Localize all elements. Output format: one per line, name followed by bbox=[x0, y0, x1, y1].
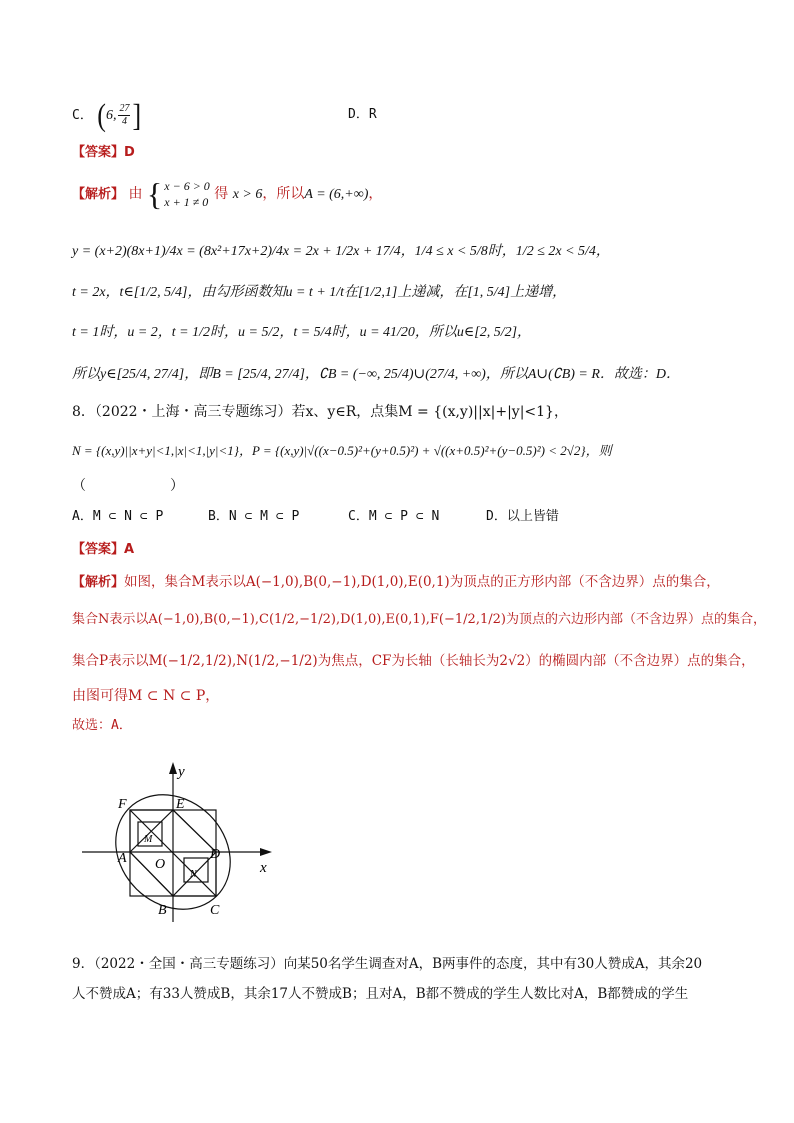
label-y: y bbox=[178, 764, 185, 780]
q8-analysis-text: 如图，集合M表示以A(−1,0),B(0,−1),D(1,0),E(0,1)为顶点的正方形内部（不含边界）点的集合， bbox=[124, 574, 720, 590]
q8-analysis-line-5: 故选：A． bbox=[72, 718, 132, 733]
q7-math: A = (6,+∞) bbox=[304, 187, 369, 203]
label-d: D bbox=[210, 847, 221, 862]
label-n: N bbox=[190, 869, 197, 880]
q7-analysis-line-5: 所以y∈[25/4, 27/4]，即B = [25/4, 27/4]，∁B = (−∞, 25/4)∪(27/4, +∞)，所以A∪(∁B) = R．故选：D． bbox=[72, 367, 681, 382]
q7-analysis-text: 由 bbox=[128, 186, 143, 203]
q8-analysis-line-1 bbox=[72, 574, 720, 591]
q7-analysis-text: ， bbox=[368, 186, 383, 203]
q8-analysis-tag: 【解析】 bbox=[72, 575, 125, 590]
y-axis-arrow bbox=[169, 762, 177, 774]
q7-math: x > 6 bbox=[232, 187, 263, 203]
q7-analysis-tag: 【解析】 bbox=[72, 187, 125, 203]
q7-option-c-label: C． bbox=[72, 107, 93, 123]
q9-line-2: 人不赞成A；有33人赞成B，其余17人不赞成B；且对A，B都不赞成的学生人数比对A，B都赞成的学生 bbox=[72, 986, 689, 1002]
q7-analysis-line-2: y = (x+2)(8x+1)/4x = (8x²+17x+2)/4x = 2x + 1/2x + 17/4，1/4 ≤ x < 5/8时，1/2 ≤ 2x < 5/4， bbox=[72, 244, 610, 259]
q7-inequality-system: { x − 6 > 0 x + 1 ≠ 0 bbox=[146, 176, 210, 213]
q8-figure bbox=[78, 762, 278, 932]
label-a: A bbox=[118, 851, 127, 866]
label-x: x bbox=[260, 860, 267, 876]
q8-answer: 【答案】A bbox=[72, 542, 135, 557]
label-b: B bbox=[158, 903, 167, 918]
label-e: E bbox=[176, 797, 185, 812]
q7-analysis-text: 得 bbox=[214, 186, 229, 203]
q8-analysis-line-4: 由图可得M ⊂ N ⊂ P， bbox=[72, 688, 220, 704]
q8-option-b: B．N ⊂ M ⊂ P bbox=[208, 509, 300, 524]
q8-paren: （ ） bbox=[72, 478, 184, 494]
q8-analysis-line-3: 集合P表示以M(−1/2,1/2),N(1/2,−1/2)为焦点，CF为长轴（长轴长为2√2）的椭圆内部（不含边界）点的集合， bbox=[72, 653, 755, 669]
q7-analysis-text: ，所以 bbox=[262, 186, 305, 203]
q7-option-d: D．R bbox=[348, 107, 377, 122]
label-o: O bbox=[155, 857, 166, 872]
label-c: C bbox=[210, 903, 220, 918]
q8-analysis-line-2: 集合N表示以A(−1,0),B(0,−1),C(1/2,−1/2),D(1,0),E(0,1),F(−1/2,1/2)为顶点的六边形内部（不含边界）点的集合， bbox=[72, 612, 766, 627]
q9-line-1: 9．（2022・全国・高三专题练习）向某50名学生调查对A，B两事件的态度，其中有30人赞成A，其余20 bbox=[72, 956, 703, 972]
q7-analysis-line-1 bbox=[72, 176, 383, 213]
x-axis-arrow bbox=[260, 848, 272, 856]
label-f: F bbox=[118, 797, 127, 812]
q7-option-row bbox=[72, 98, 377, 133]
q7-analysis-line-3: t = 2x，t∈[1/2, 5/4]，由勾形函数知u = t + 1/t在[1/2,1]上递减，在[1, 5/4]上递增， bbox=[72, 285, 567, 300]
q8-header: 8．（2022・上海・高三专题练习）若x、y∈R，点集M = {(x,y)||x|+|y|<1}， bbox=[72, 404, 568, 420]
q8-line-2: N = {(x,y)||x+y|<1,|x|<1,|y|<1}，P = {(x,y)|√((x−0.5)²+(y+0.5)²) + √((x+0.5)²+(y−0.5)²) < 2√2}，则 bbox=[72, 443, 612, 458]
q7-analysis-line-4: t = 1时，u = 2，t = 1/2时，u = 5/2，t = 5/4时，u = 41/20，所以u∈[2, 5/2]， bbox=[72, 325, 532, 340]
q8-option-d: D．以上皆错 bbox=[486, 509, 559, 524]
label-m: M bbox=[144, 834, 153, 845]
q8-option-c: C．M ⊂ P ⊂ N bbox=[348, 509, 440, 524]
q7-answer: 【答案】D bbox=[72, 145, 135, 160]
q8-option-a: A．M ⊂ N ⊂ P bbox=[72, 509, 164, 524]
q7-option-c-value: (6, $\frac{27}{4}$ ] bbox=[97, 98, 142, 133]
